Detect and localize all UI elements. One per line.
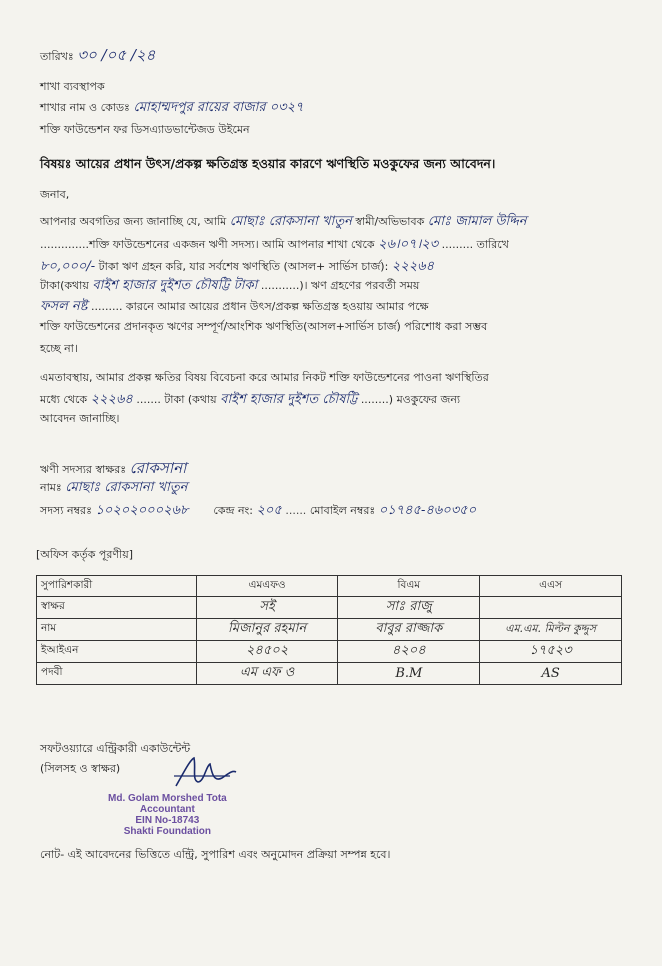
header-recommender: সুপারিশকারী xyxy=(37,576,197,597)
para1-line6: শক্তি ফাউন্ডেশনের প্রদানকৃত ঋণের সম্পূর্ণ/আংশিক ঋণস্থিতি(আসল+সার্ভিস চার্জ) পরিশোধ করা সম্ভব xyxy=(40,320,488,333)
para1-text-d: ......... তারিখে xyxy=(441,238,509,251)
row-label-ein: ইআইএন xyxy=(37,641,197,663)
as-signature xyxy=(480,597,622,619)
para2-text-b: মধ্যে থেকে xyxy=(40,393,88,406)
para2-line2 xyxy=(40,390,460,411)
salutation: জনাব, xyxy=(40,188,70,201)
loan-amount-value: ৮০,০০০/- xyxy=(40,259,96,274)
para1-text-b: স্বামী/অভিভাবক xyxy=(355,215,425,228)
member-number-value: ১০২০২০০০২৬৮ xyxy=(95,503,189,518)
mfo-ein: ২৪৫০২ xyxy=(196,641,338,663)
date-label: তারিখঃ xyxy=(40,50,74,63)
para1-text-e: টাকা ঋণ গ্রহন করি, যার সর্বশেষ ঋণস্থিতি (আসল+ সার্ভিস চার্জ): xyxy=(98,260,389,273)
date-line xyxy=(40,44,155,69)
para2-text-c: ....... টাকা (কথায় xyxy=(136,393,217,406)
office-table-header xyxy=(37,576,622,597)
table-row xyxy=(37,597,622,619)
branch-label: শাখার নাম ও কোডঃ xyxy=(40,101,130,114)
para1-text-h: ......... কারনে আমার আয়ের প্রধান উৎস/প্রকল্প ক্ষতিগ্রস্ত হওয়ায় আমার পক্ষে xyxy=(90,300,429,313)
loan-date-value: ২৬।০৭।২৩ xyxy=(378,237,439,252)
para1-line2 xyxy=(40,235,509,256)
stamp-ein: EIN No-18743 xyxy=(135,815,200,826)
table-row xyxy=(37,619,622,641)
para2-line1: এমতাবস্থায়, আমার প্রকল্প ক্ষতির বিষয় বিবেচনা করে আমার নিকট শক্তি ফাউন্ডেশনের পাওনা ঋণস্থিতির xyxy=(40,371,489,384)
para2-line3: আবেদন জানাচ্ছি। xyxy=(40,412,120,425)
branch-line xyxy=(40,98,303,119)
stamp-designation: Accountant xyxy=(139,804,195,815)
recipient-title: শাখা ব্যবস্থাপক xyxy=(40,80,105,93)
header-bm: বিএম xyxy=(338,576,480,597)
date-value: ৩০ /০৫ /২৪ xyxy=(77,46,156,64)
footer-note: নোট- এই আবেদনের ভিত্তিতে এন্ট্রি, সুপারিশ এবং অনুমোদন প্রক্রিয়া সম্পন্ন হবে। xyxy=(40,848,391,861)
para2-text-d: ........) মওকুফের জন্য xyxy=(360,393,461,406)
member-signature: রোকসানা xyxy=(129,459,187,477)
bm-name: বাবুর রাজ্জাক xyxy=(338,619,480,641)
para1-line4 xyxy=(40,276,419,297)
guardian-name-value: মোঃ জামাল উদ্দিন xyxy=(427,214,527,229)
para1-line7: হচ্ছে না। xyxy=(40,342,78,355)
branch-value: মোহাম্মদপুর রায়ের বাজার ০৩২৭ xyxy=(133,100,304,115)
reason-value: ফসল নষ্ট xyxy=(40,299,88,314)
office-caption: [অফিস কর্তৃক পূরণীয়] xyxy=(36,548,133,561)
member-number-label: সদস্য নম্বরঃ xyxy=(40,504,92,517)
center-value: ২০৫ xyxy=(256,503,282,518)
member-name-value: মোছাঃ রোকসানা খাতুন xyxy=(65,480,188,495)
para1-line1 xyxy=(40,212,527,233)
center-label: কেন্দ্র নং: xyxy=(213,504,253,517)
para1-line3 xyxy=(40,257,434,278)
balance-words-value: বাইশ হাজার দুইশত চৌষট্টি টাকা xyxy=(92,278,258,293)
accountant-title: সফটওয়্যারে এন্ট্রিকারী একাউন্টেন্ট xyxy=(40,742,191,755)
applicant-name-value: মোছাঃ রোকসানা খাতুন xyxy=(229,214,352,229)
office-table xyxy=(36,575,622,685)
mfo-name: মিজানুর রহমান xyxy=(196,619,338,641)
member-name-line xyxy=(40,478,187,499)
subject: বিষয়ঃ আয়ের প্রধান উৎস/প্রকল্প ক্ষতিগ্রস্ত হওয়ার কারণে ঋণস্থিতি মওকুফের জন্য আবেদন। xyxy=(40,156,496,171)
bm-ein: ৪২০৪ xyxy=(338,641,480,663)
para1-text-a: আপনার অবগতির জন্য জানাচ্ছি যে, আমি xyxy=(40,215,227,228)
member-signature-label: ঋণী সদস্যর স্বাক্ষরঃ xyxy=(40,463,127,476)
mfo-designation: এম এফ ও xyxy=(196,663,338,685)
as-designation: AS xyxy=(480,663,622,685)
member-number-line: সদস্য নম্বরঃ ১০২০২০০০২৬৮ কেন্দ্র নং: ২০৫ ...... মোবাইল নম্বরঃ ০১৭৪৫-৪৬০৩৫০ xyxy=(40,503,477,518)
waive-amount-value: ২২২৬৪ xyxy=(90,392,133,407)
as-ein: ১৭৫২৩ xyxy=(480,641,622,663)
bm-designation: B.M xyxy=(338,663,480,685)
waive-words-value: বাইশ হাজার দুইশত চৌষট্টি xyxy=(220,392,358,407)
para1-line5 xyxy=(40,297,429,318)
stamp-name: Md. Golam Morshed Tota xyxy=(108,793,227,804)
mobile-label: মোবাইল নম্বরঃ xyxy=(309,504,376,517)
as-name: এম.এম. মিল্টন কুদ্দুস xyxy=(480,619,622,641)
bm-signature: সাঃ রাজু xyxy=(338,597,480,619)
balance-value: ২২২৬৪ xyxy=(391,259,435,274)
accountant-signature-icon xyxy=(170,752,240,794)
header-mfo: এমএফও xyxy=(196,576,338,597)
mobile-value: ০১৭৪৫-৪৬০৩৫০ xyxy=(378,503,477,518)
para1-text-g: ...........)। ঋণ গ্রহণের পরবর্তী সময় xyxy=(260,279,420,292)
org-name: শক্তি ফাউন্ডেশন ফর ডিসএ্যাডভান্টেজড উইমেন xyxy=(40,123,250,136)
row-label-name: নাম xyxy=(37,619,197,641)
accountant-stamp xyxy=(108,793,227,837)
member-name-label: নামঃ xyxy=(40,481,62,494)
stamp-org: Shakti Foundation xyxy=(123,826,211,837)
table-row xyxy=(37,663,622,685)
row-label-signature: স্বাক্ষর xyxy=(37,597,197,619)
header-as: এএস xyxy=(480,576,622,597)
table-row xyxy=(37,641,622,663)
row-label-designation: পদবী xyxy=(37,663,197,685)
mfo-signature: সই xyxy=(196,597,338,619)
para1-text-f: টাকা(কথায় xyxy=(40,279,89,292)
para1-text-c: ..............শক্তি ফাউন্ডেশনের একজন ঋণী সদস্য। আমি আপনার শাখা থেকে xyxy=(40,238,375,251)
accountant-seal-note: (সিলসহ ও স্বাক্ষর) xyxy=(40,762,121,775)
